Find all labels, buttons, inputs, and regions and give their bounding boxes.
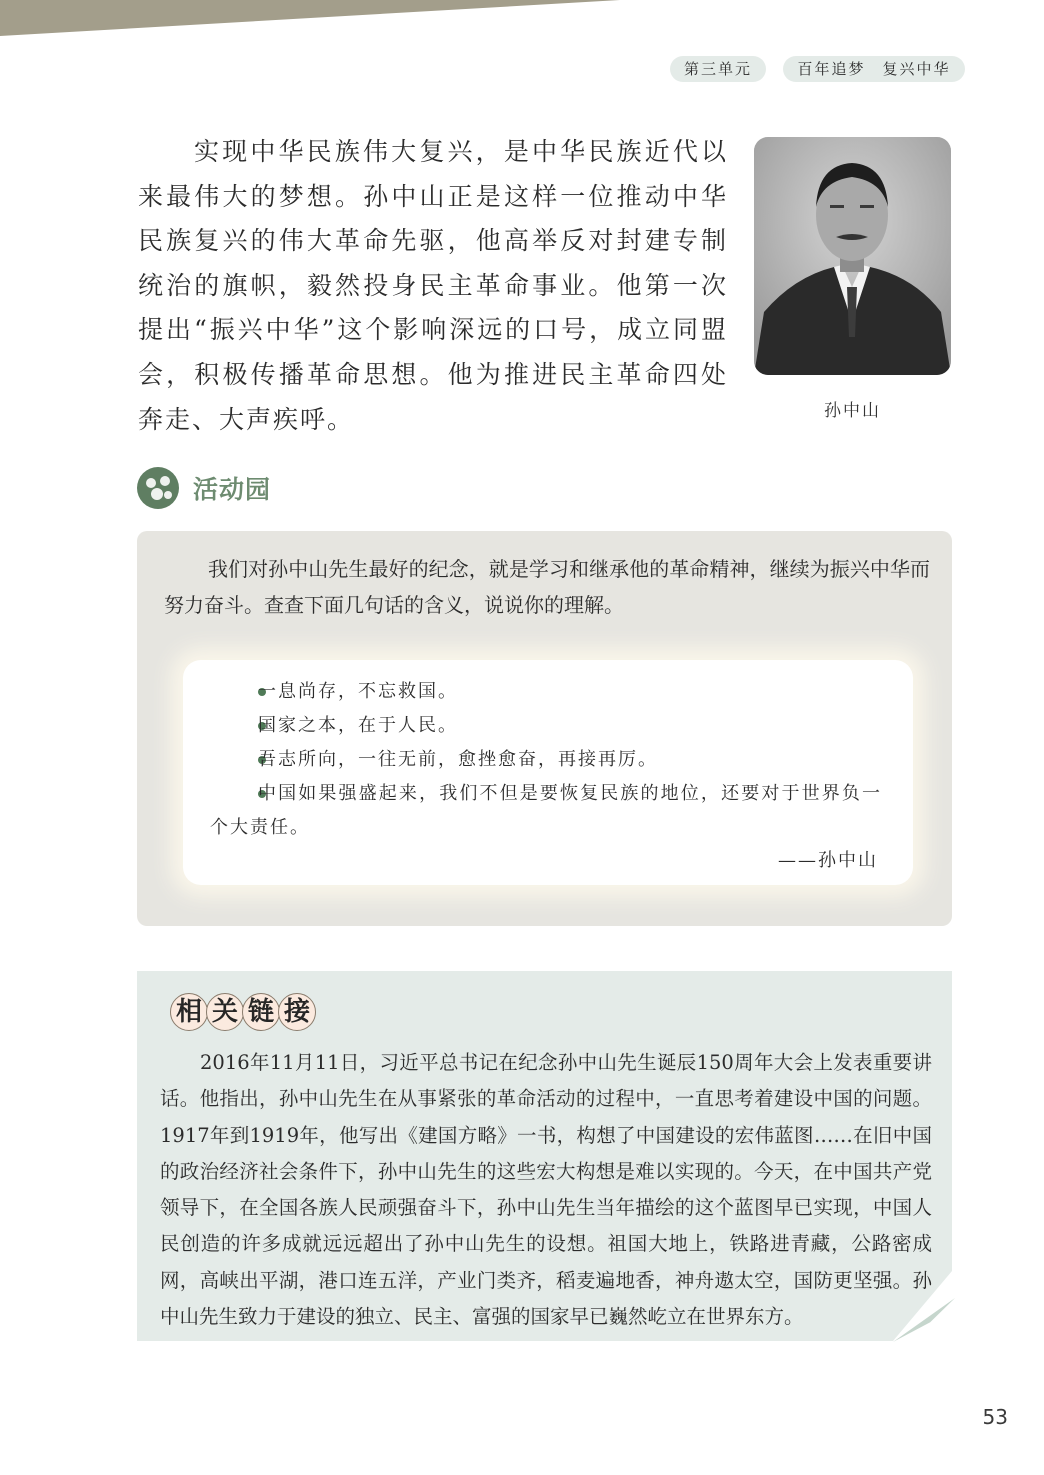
title-char: 链 <box>242 993 280 1031</box>
page-number: 53 <box>982 1405 1008 1429</box>
quote-item: 吾志所向，一往无前，愈挫愈奋，再接再厉。 <box>258 749 658 770</box>
quote-item: 国家之本，在于人民。 <box>258 715 458 736</box>
activity-intro: 我们对孙中山先生最好的纪念，就是学习和继承他的革命精神，继续为振兴中华而努力奋斗。查查下面几句话的含义，说说你的理解。 <box>164 557 930 617</box>
unit-label: 第三单元 <box>670 56 766 82</box>
portrait-photo <box>754 137 951 375</box>
quote-source: ——孙中山 <box>778 850 878 871</box>
quote-item: 中国如果强盛起来，我们不但是要恢复民族的地位，还要对于世界负一个大责任。 <box>210 783 882 838</box>
activity-icon <box>137 467 179 509</box>
unit-theme: 百年追梦 复兴中华 <box>783 56 965 82</box>
title-char: 接 <box>278 993 316 1031</box>
activity-title: 活动园 <box>193 475 272 504</box>
title-char: 关 <box>206 993 244 1031</box>
header-band <box>0 0 620 36</box>
related-link-title <box>170 993 314 1033</box>
intro-paragraph: 实现中华民族伟大复兴，是中华民族近代以来最伟大的梦想。孙中山正是这样一位推动中华民族复兴的伟大革命先驱，他高举反对封建专制统治的旗帜，毅然投身民主革命事业。他第一次提出“振兴中华”这个影响深远的口号，成立同盟会，积极传播革命思想。他为推进民主革命四处奔走、大声疾呼。 <box>138 137 728 434</box>
portrait-caption: 孙中山 <box>824 401 881 421</box>
title-char: 相 <box>170 993 208 1031</box>
quote-item: 一息尚存，不忘救国。 <box>258 681 458 702</box>
related-link-text: 2016年11月11日，习近平总书记在纪念孙中山先生诞辰150周年大会上发表重要讲话。他指出，孙中山先生在从事紧张的革命活动的过程中，一直思考着建设中国的问题。1917年到1919年，他写出《建国方略》一书，构想了中国建设的宏伟蓝图……在旧中国的政治经济社会条件下，孙中山先生的这些宏大构想是难以实现的。今天，在中国共产党领导下，在全国各族人民顽强奋斗下，孙中山先生当年描绘的这个蓝图早已实现，中国人民创造的许多成就远远超出了孙中山先生的设想。祖国大地上，铁路进青藏，公路密成网，高峡出平湖，港口连五洋，产业门类齐，稻麦遍地香，神舟遨太空，国防更坚强。孙中山先生致力于建设的独立、民主、富强的国家早已巍然屹立在世界东方。 <box>160 1051 932 1329</box>
portrait-image <box>754 137 951 375</box>
